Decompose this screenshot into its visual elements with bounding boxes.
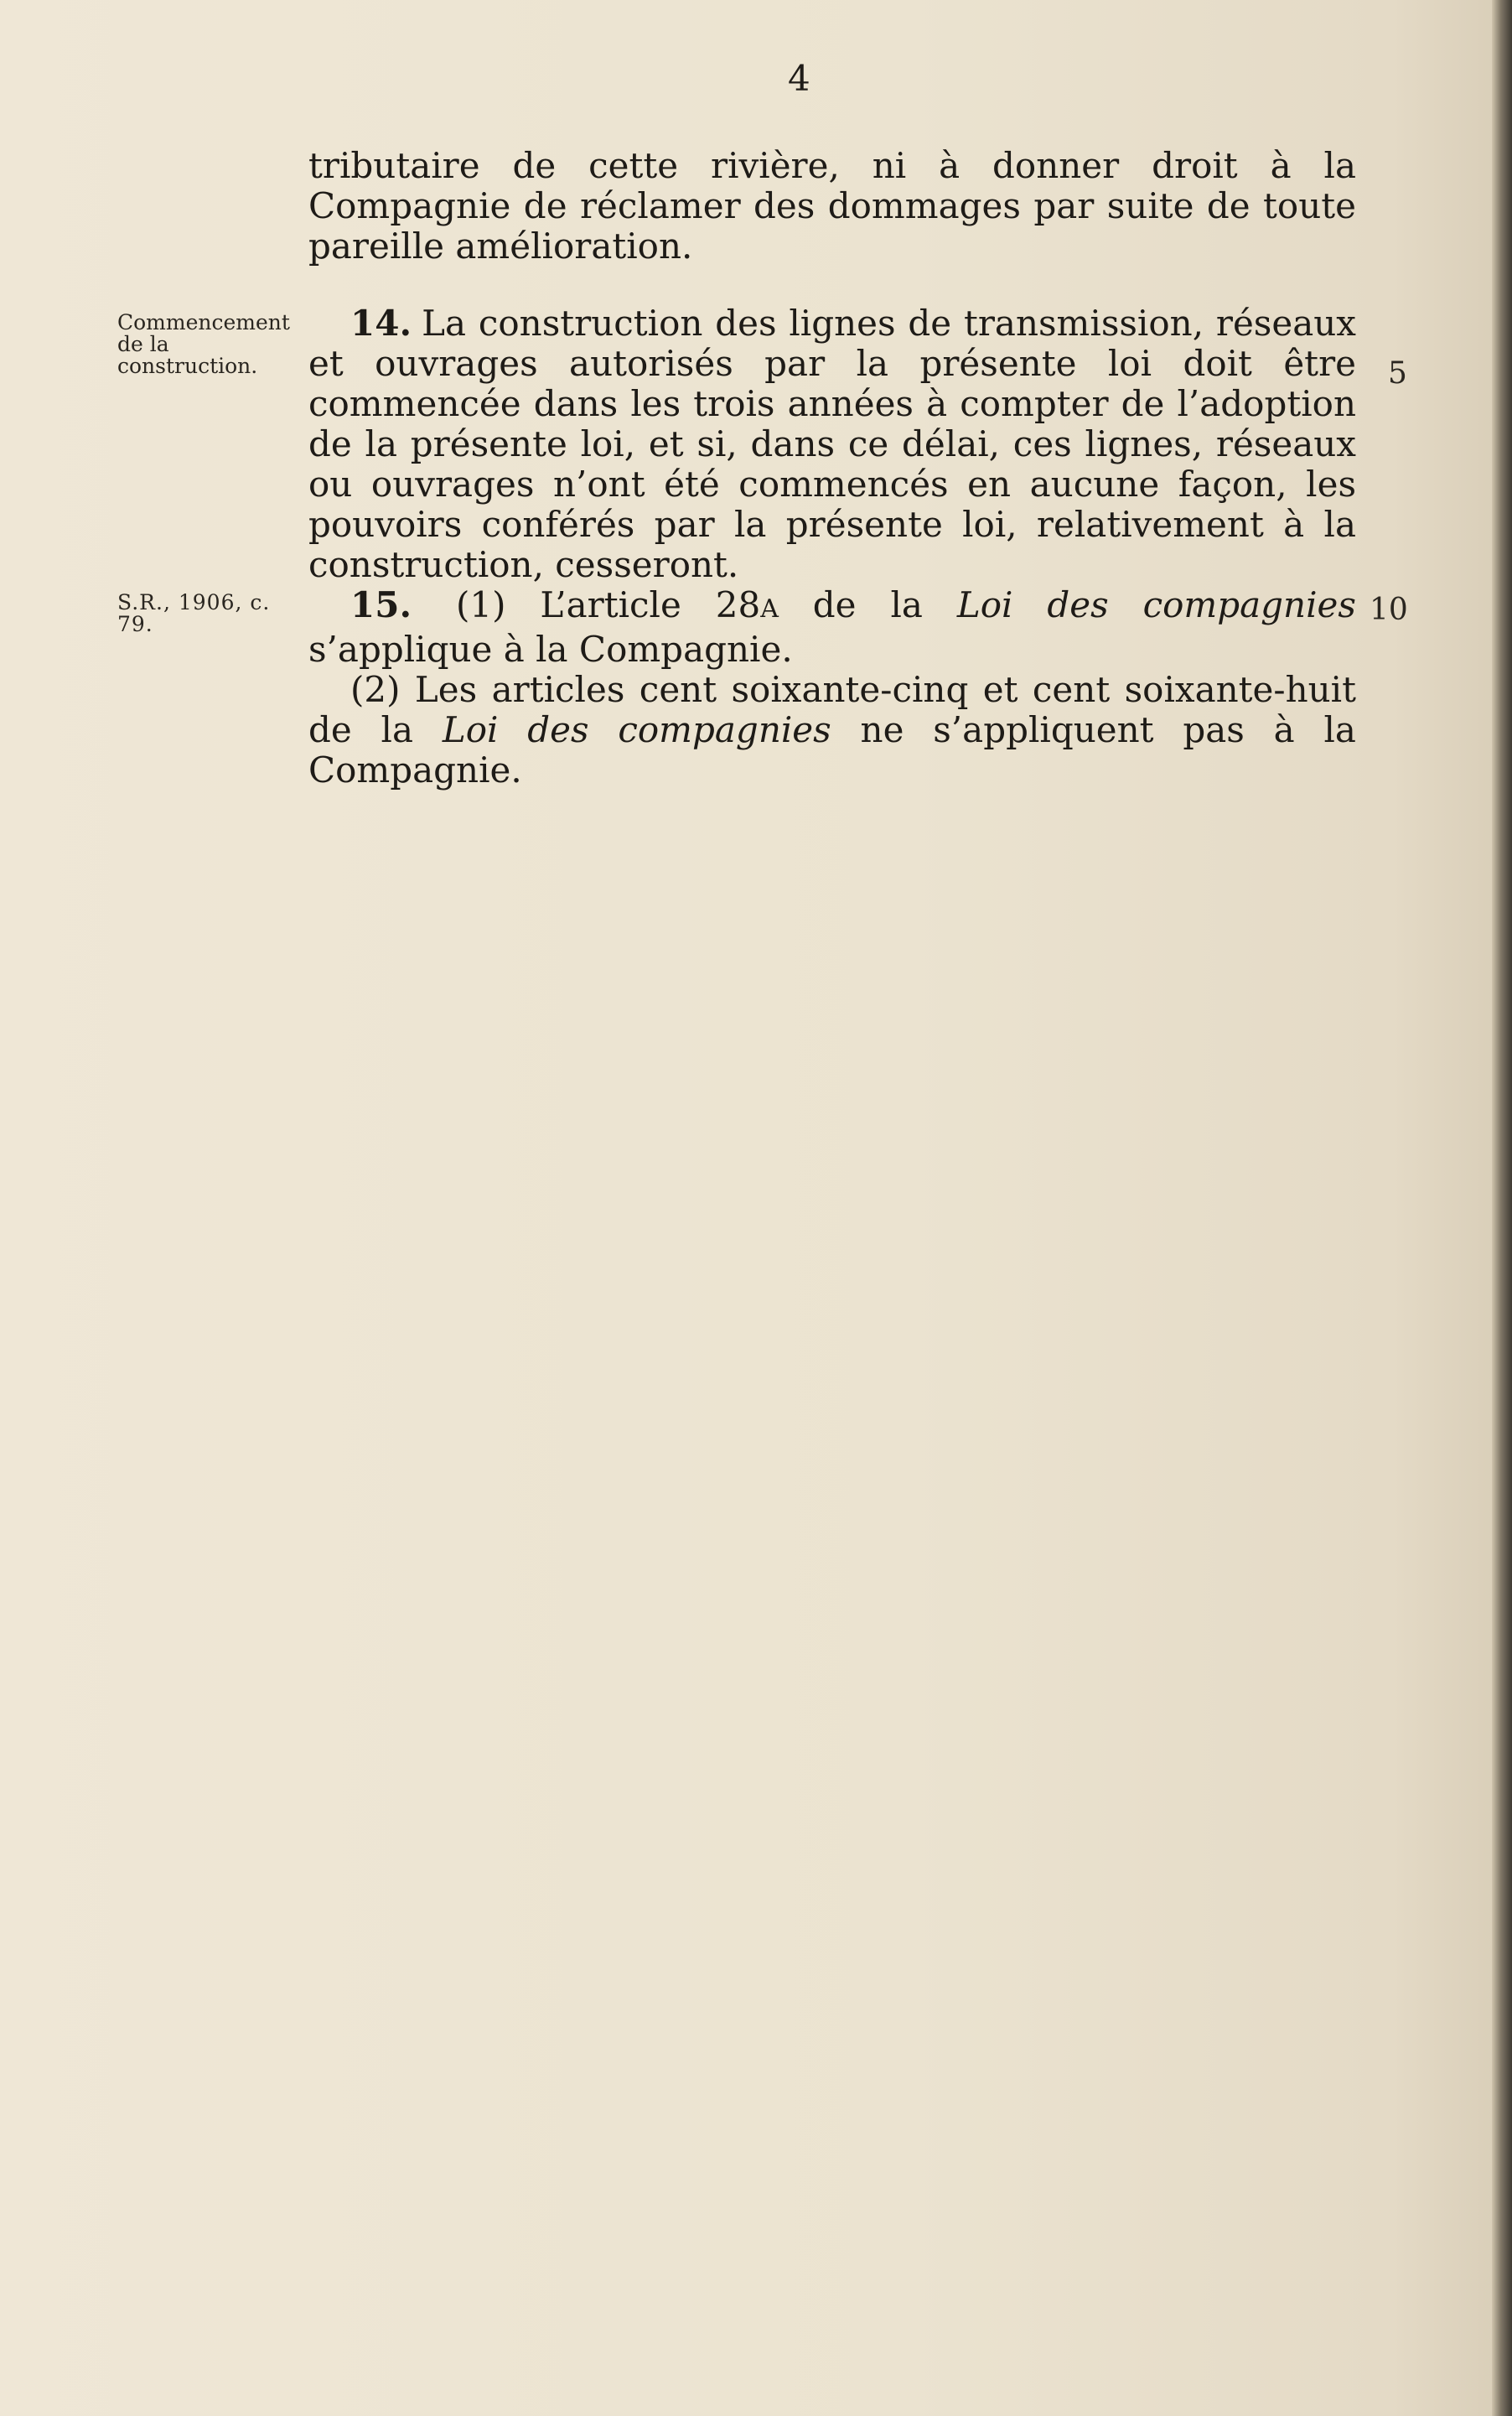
subsection-2-text-b: ne s’appliquent pas à la Compagnie. [308,709,1356,791]
line-number-5: 5 [1388,356,1407,391]
subsection-1-smallcap: A [760,594,779,624]
continuation-text: tributaire de cette rivière, ni à donner droit à la Compagnie de réclamer des dommages par suite de toute pareille amélioration. [308,145,1356,267]
section-15-number: 15. [350,584,412,625]
subsection-1-text-b: de la [812,584,923,625]
continuation-paragraph [308,146,1356,267]
section-15 [308,585,1356,791]
margin-note-section-14: Commencement de la construction. [117,310,290,378]
subsection-1-text-c: s’applique à la Compagnie. [308,629,793,670]
section-14-number: 14. [350,303,412,344]
subsection-2-text-a: Les articles cent soixante-cinq et cent soixante-huit de la [308,669,1356,750]
section-14 [308,303,1356,585]
subsection-1-label: (1) [456,584,506,625]
line-number-10: 10 [1370,593,1408,627]
section-14-text: La construction des lignes de transmission, réseaux et ouvrages autorisés par la présente loi doit être commencée dans les trois années à compter de l’adoption de la présente loi, et si, dans ce délai, ces lignes, réseaux ou ouvrages n’ont été commencés en aucune façon, les pouvoirs conférés par la présente loi, relativement à la construction, cesseront. [308,303,1356,585]
section-15-subsection-2 [308,670,1356,791]
subsection-1-text-a: L’article 28 [540,584,761,625]
binding-edge [1492,0,1512,2416]
section-15-subsection-1 [308,585,1356,670]
subsection-2-act-title: Loi des compagnies [442,709,831,750]
section-14-paragraph [308,303,1356,585]
subsection-1-act-title: Loi des compagnies [956,584,1356,625]
margin-note-section-15: S.R., 1906, c. 79. [117,590,271,636]
subsection-2-label: (2) [350,669,401,710]
page-number: 4 [788,58,810,99]
